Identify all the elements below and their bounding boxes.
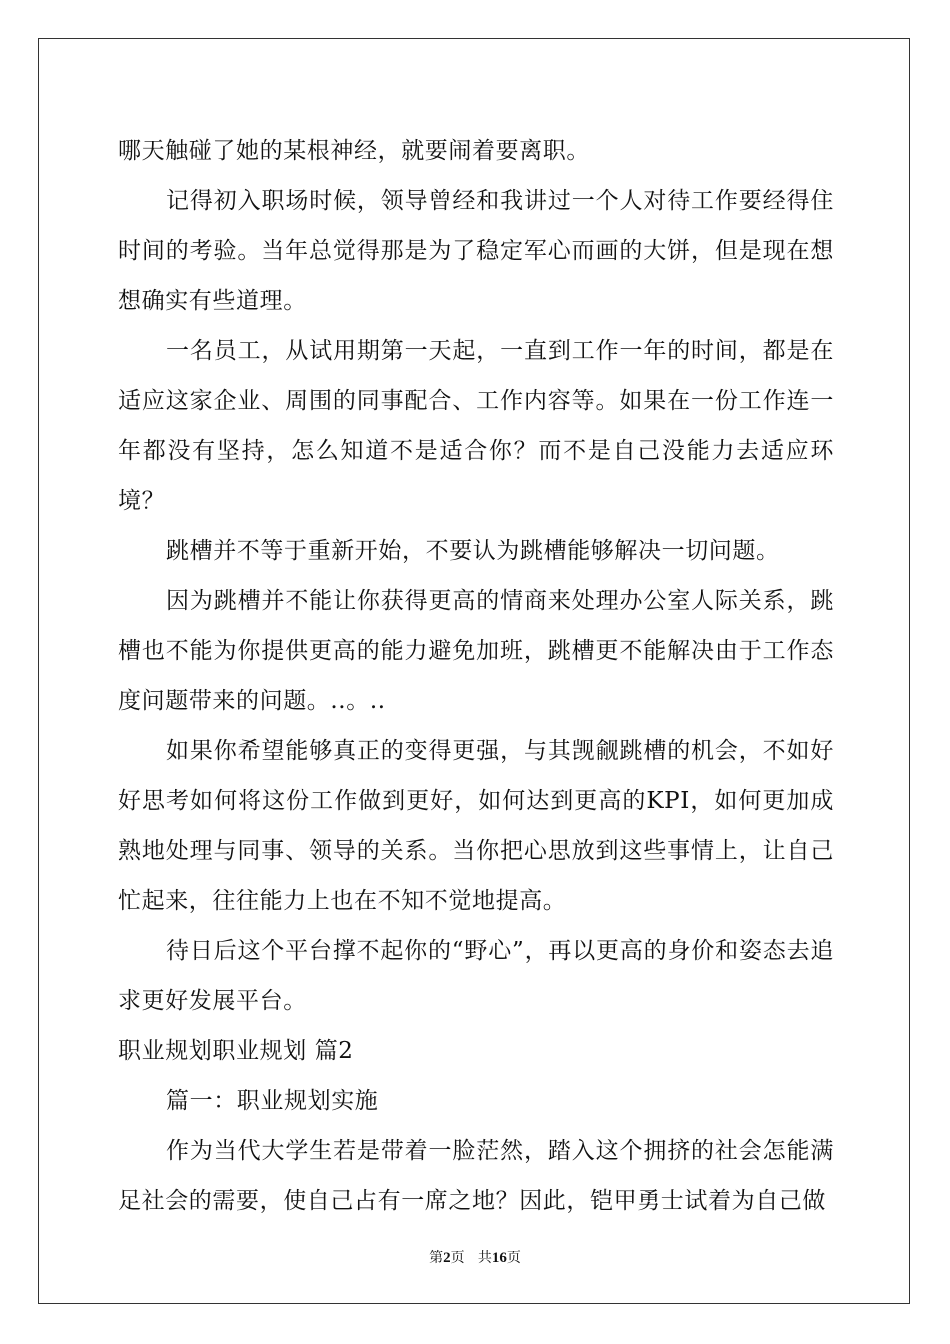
paragraph-2: 记得初入职场时候，领导曾经和我讲过一个人对待工作要经得住时间的考验。当年总觉得那是为了稳定军心而画的大饼，但是现在想想确实有些道理。 [118, 188, 834, 314]
page-suffix: 页 [450, 1250, 465, 1266]
paragraph-6: 如果你希望能够真正的变得更强，与其觊觎跳槽的机会，不如好好思考如何将这份工作做到更好，如何达到更高的KPI，如何更加成熟地处理与同事、领导的关系。当你把心思放到这些事情上，让自己忙起来，往往能力上也在不知不觉地提高。 [118, 738, 834, 914]
sub-title: 篇一：职业规划实施 [166, 1088, 379, 1114]
total-pages: 16 [491, 1250, 507, 1266]
paragraph-5: 因为跳槽并不能让你获得更高的情商来处理办公室人际关系，跳槽也不能为你提供更高的能力避免加班，跳槽更不能解决由于工作态度问题带来的问题。..。.. [118, 588, 834, 714]
page-prefix: 第 [429, 1250, 444, 1266]
closing-paragraph: 作为当代大学生若是带着一脸茫然，踏入这个拥挤的社会怎能满足社会的需要，使自己占有一席之地？因此，铠甲勇士试着为自己做 [118, 1138, 834, 1214]
paragraph-4: 跳槽并不等于重新开始，不要认为跳槽能够解决一切问题。 [166, 538, 780, 564]
document-body [118, 126, 834, 1226]
paragraph-3: 一名员工，从试用期第一天起，一直到工作一年的时间，都是在适应这家企业、周围的同事配合、工作内容等。如果在一份工作连一年都没有坚持，怎么知道不是适合你？而不是自己没能力去适应环境？ [118, 338, 834, 514]
total-prefix: 共 [477, 1250, 492, 1266]
page-footer [0, 1247, 950, 1267]
total-suffix: 页 [506, 1250, 521, 1266]
paragraph-1: 哪天触碰了她的某根神经，就要闹着要离职。 [118, 138, 590, 164]
page-number: 2 [443, 1250, 451, 1266]
section-title: 职业规划职业规划 篇2 [118, 1038, 354, 1064]
paragraph-7: 待日后这个平台撑不起你的“野心”，再以更高的身价和姿态去追求更好发展平台。 [118, 938, 834, 1014]
